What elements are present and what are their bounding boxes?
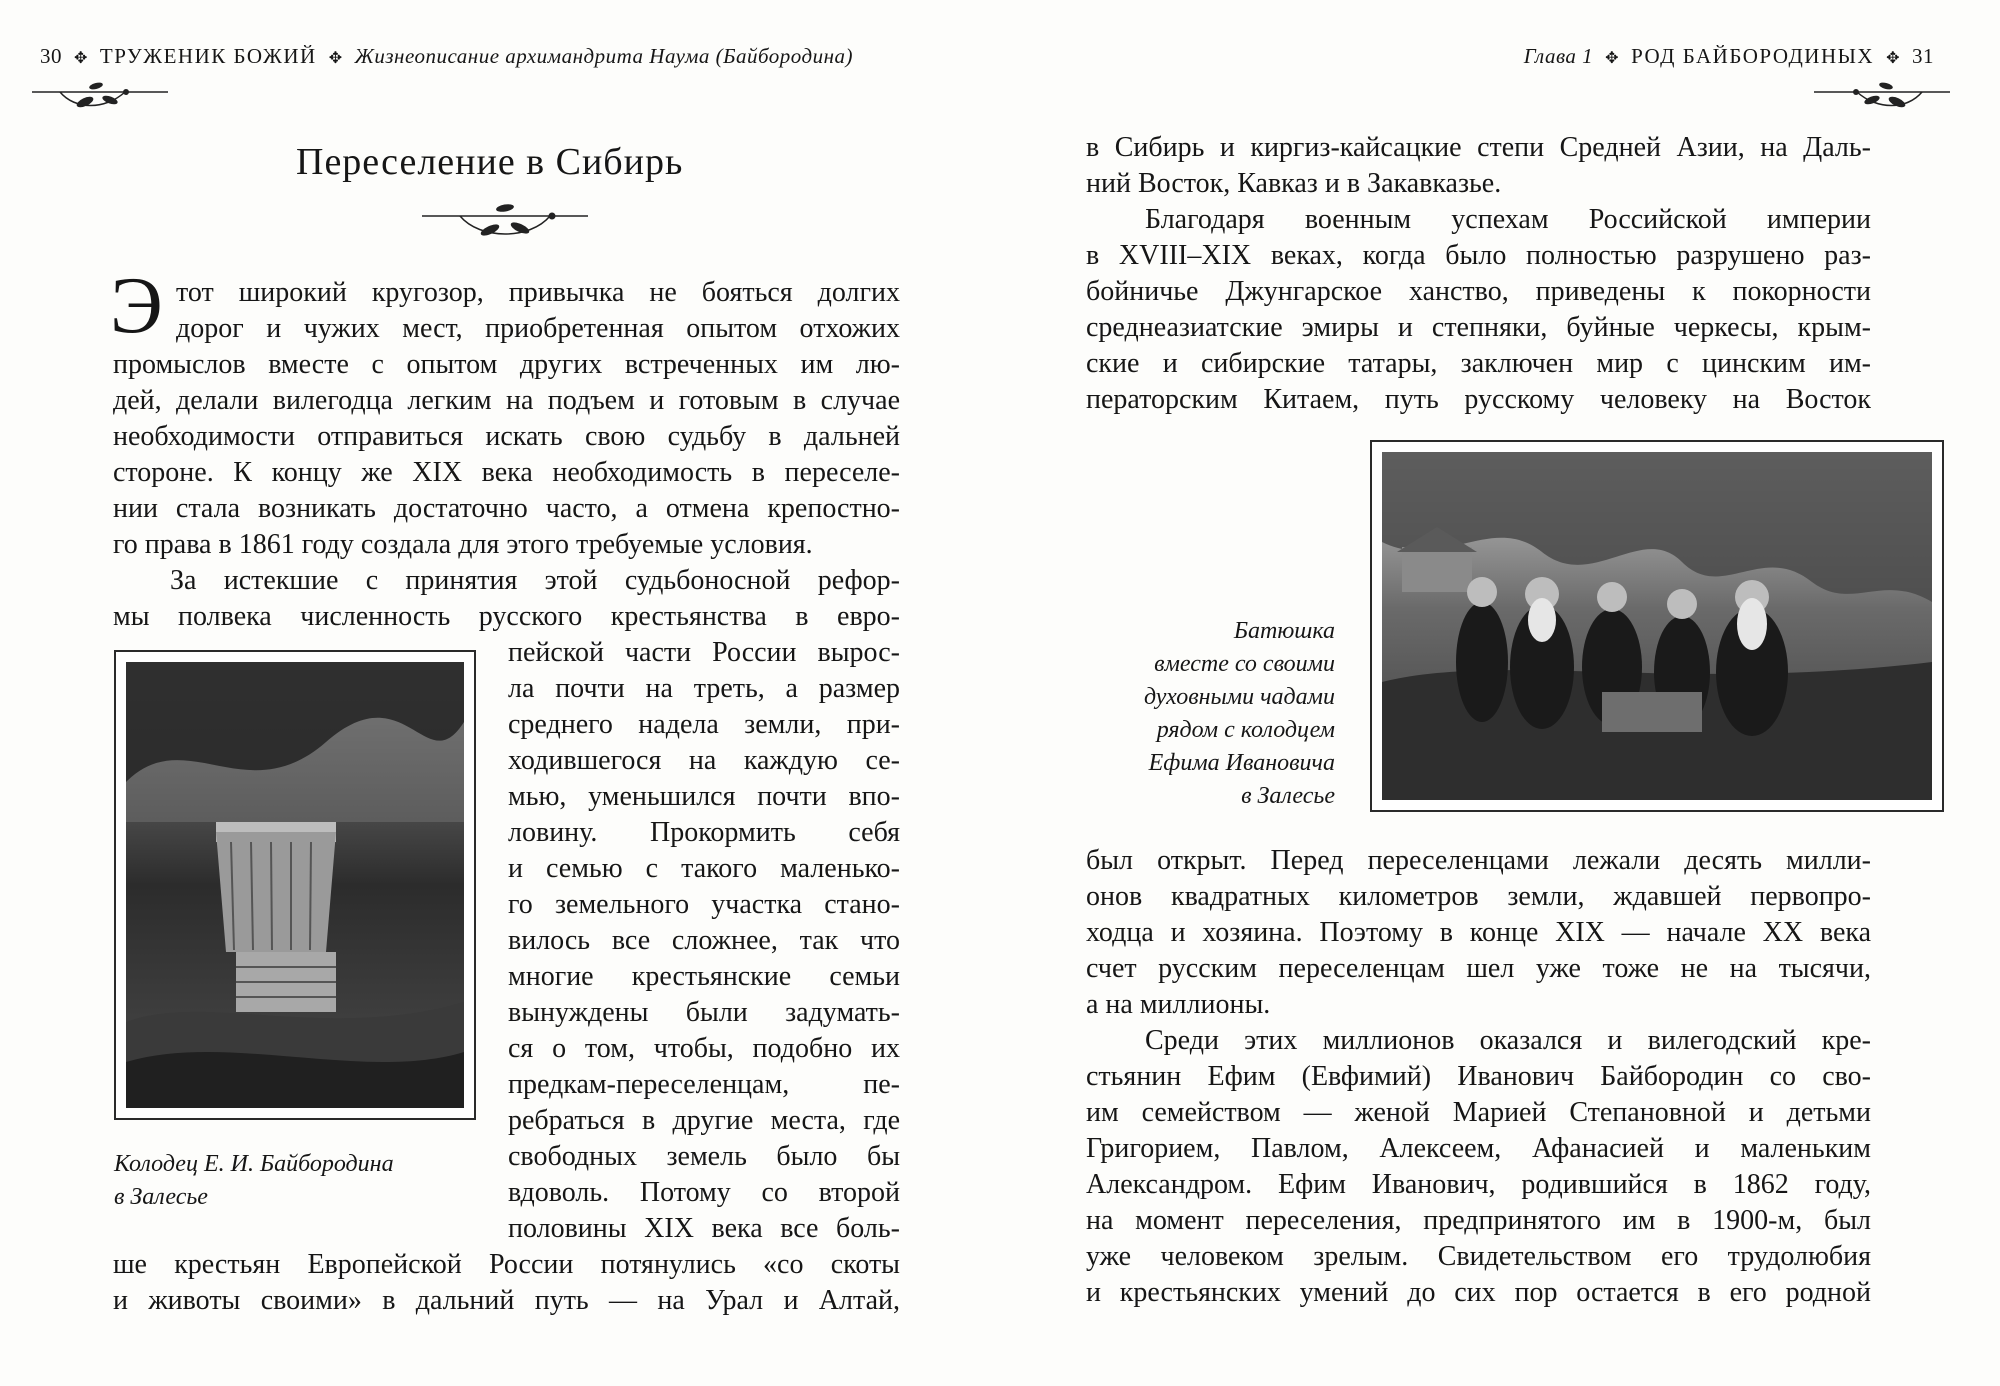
text-line: онов квадратных километров земли, ждавшей первопро- [1086,881,1871,912]
text-line: половины XIX века все боль- [508,1213,900,1244]
text-line: стьянин Ефим (Евфимий) Иванович Байбородин со сво- [1086,1061,1871,1092]
text-line: бойничье Джунгарское ханство, приведены к покорности [1086,276,1871,307]
drop-cap: Э [110,262,163,350]
text-line: уже человеком зрелым. Свидетельством его трудолюбия [1086,1241,1871,1272]
text-line: ше крестьян Европейской России потянулись «со скоты [113,1249,900,1280]
header-flourish-icon [30,80,170,114]
text-line: ходца и хозяина. Поэтому в конце XIX — начале XX века [1086,917,1871,948]
book-subtitle: Жизнеописание архимандрита Наума (Байбородина) [354,44,854,68]
text-line: Среди этих миллионов оказался и вилегодский кре- [1145,1025,1871,1056]
text-line: ходившегося на каждую се- [508,745,900,776]
right-page [1000,0,2000,1386]
caption-line: Батюшка [1233,618,1335,644]
title-flourish-icon [420,200,590,244]
text-line: был открыт. Перед переселенцами лежали десять милли- [1086,845,1871,876]
text-line: дей, делали вилегодца легким на подъем и готовым в случае [113,385,900,416]
chapter-title: Переселение в Сибирь [296,141,684,183]
caption-line: в Залесье [1241,783,1335,809]
chapter-label: Глава 1 [1523,44,1594,68]
ornament-separator-icon: ✥ [1886,50,1900,67]
text-line: мы полвека численность русского крестьянства в евро- [113,601,900,632]
text-line: свободных земель было бы [508,1141,900,1172]
text-line: многие крестьянские семьи [508,961,900,992]
chapter-name: РОД БАЙБОРОДИНЫХ [1631,44,1875,68]
text-line: вынуждены были задумать- [508,997,900,1028]
text-line: и семью с такого маленько- [508,853,900,884]
text-line: предкам-переселенцам, пе- [508,1069,900,1100]
text-line: го земельного участка стано- [508,889,900,920]
text-line: ся о том, чтобы, подобно их [508,1033,900,1064]
group-photo [1370,440,1944,812]
book-title: ТРУЖЕНИК БОЖИЙ [99,44,317,68]
text-line: вилось все сложнее, так что [508,925,900,956]
caption-line: рядом с колодцем [1156,717,1335,743]
text-line: в XVIII–XIX веках, когда было полностью разрушено раз- [1086,240,1871,271]
text-line: го права в 1861 году создала для этого требуемые условия. [113,529,813,560]
caption-line: духовными чадами [1143,684,1335,710]
caption-line: Ефима Ивановича [1148,750,1335,776]
left-page-number: 30 [40,44,62,68]
ornament-separator-icon: ✥ [328,50,343,67]
well-photo [114,650,476,1120]
text-line: на момент переселения, предпринятого им в 1900-м, был [1086,1205,1871,1236]
text-line: мью, уменьшился почти впо- [508,781,900,812]
text-line: необходимости отправиться искать свою судьбу в дальней [113,421,900,452]
text-line: дорог и чужих мест, приобретенная опытом отхожих [176,313,900,344]
ornament-separator-icon: ✥ [1605,50,1620,67]
text-line: среднеазиатские эмиры и степняки, буйные черкесы, крым- [1086,312,1871,343]
text-line: ские и сибирские татары, заключен мир с цинским им- [1086,348,1871,379]
group-photo-image [1382,452,1932,800]
text-line: Александром. Ефим Иванович, родившийся в 1862 году, [1086,1169,1871,1200]
group-photo-caption [1144,615,1335,813]
text-line: За истекшие с принятия этой судьбоносной рефор- [170,565,900,596]
text-line: счет русским переселенцам шел уже тоже не на тысячи, [1086,953,1871,984]
well-photo-caption [114,1148,394,1214]
text-line: Григорием, Павлом, Алексеем, Афанасией и маленьким [1086,1133,1871,1164]
text-line: нии стала возникать достаточно часто, а отмена крепостно- [113,493,900,524]
header-flourish-icon [1812,80,1952,114]
right-page-number: 31 [1912,44,1934,68]
caption-line: в Залесье [114,1184,208,1210]
left-running-head [40,44,853,69]
text-line: ребраться в другие места, где [508,1105,900,1136]
text-line: и крестьянских умений до сих пор остается в его родной [1086,1277,1871,1308]
text-line: тот широкий кругозор, привычка не бояться долгих [176,277,900,308]
text-line: ловину. Прокормить себя [508,817,900,848]
text-line: в Сибирь и киргиз-кайсацкие степи Средней Азии, на Даль- [1086,132,1871,163]
text-line: среднего надела земли, при- [508,709,900,740]
caption-line: вместе со своими [1154,651,1335,677]
text-line: стороне. К концу же XIX века необходимость в переселе- [113,457,900,488]
text-line: вдоволь. Потому со второй [508,1177,900,1208]
text-line: ла почти на треть, а размер [508,673,900,704]
text-line: и животы своими» в дальний путь — на Урал и Алтай, [113,1285,900,1316]
text-line: Благодаря военным успехам Российской империи [1145,204,1871,235]
text-line: ний Восток, Кавказ и в Закавказье. [1086,168,1502,199]
text-line: ператорским Китаем, путь русскому человеку на Восток [1086,384,1871,415]
text-line: пейской части России вырос- [508,637,900,668]
text-line: им семейством — женой Марией Степановной и детьми [1086,1097,1871,1128]
text-line: а на миллионы. [1086,989,1271,1020]
text-line: промыслов вместе с опытом других встреченных им лю- [113,349,900,380]
ornament-separator-icon: ✥ [74,50,88,67]
right-running-head [1524,44,1934,69]
caption-line: Колодец Е. И. Байбородина [114,1151,394,1177]
well-photo-image [126,662,464,1108]
